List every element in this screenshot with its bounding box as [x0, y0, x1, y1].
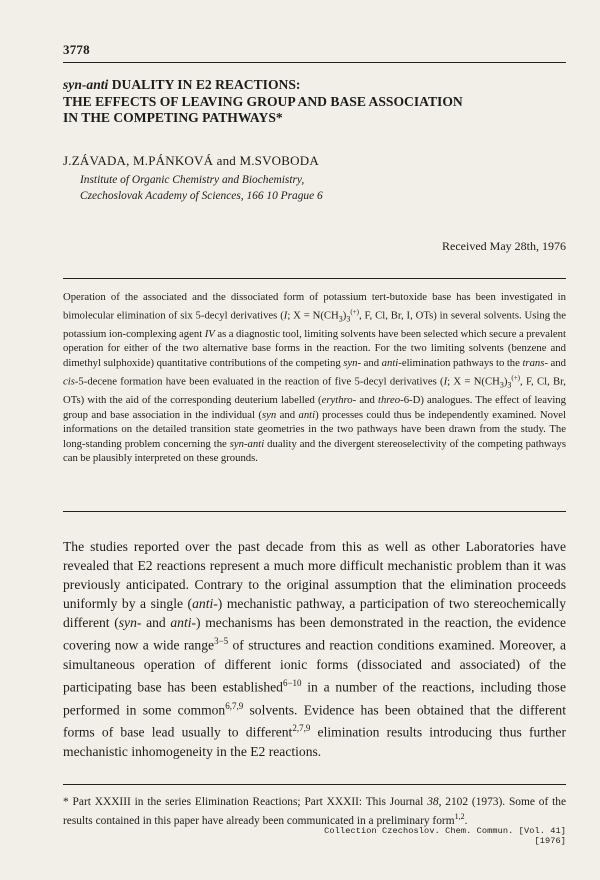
- abstract-italic: threo: [377, 393, 401, 406]
- body-span: elimination results introducing thus further mechanistic inhomogeneity in the E2 reactions.: [63, 724, 566, 760]
- citation-superscript: 6−10: [282, 678, 302, 689]
- abstract-italic: cis: [63, 375, 75, 388]
- abstract-text: -5-decene formation have been evaluated in the reaction of five 5-decyl derivatives (: [74, 375, 444, 388]
- body-span: ) mechanisms has been demonstrated in the reaction, the evidence covering now a wide range: [63, 615, 566, 653]
- subscript: 3: [346, 314, 351, 324]
- abstract-text: and: [276, 408, 299, 421]
- body-italic: syn-: [118, 615, 142, 631]
- abstract-italic: I: [283, 309, 288, 322]
- abstract-italic: trans: [522, 357, 545, 370]
- body-span: and: [141, 615, 171, 631]
- abstract-text: ) processes could thus be independently examined. Novel informations on the detailed transition state geometries in the two pathways have been drawn from the study. The long-standing problem concerning the: [63, 408, 566, 450]
- abstract-italic: IV: [204, 327, 215, 340]
- footnote-marker: *: [63, 796, 69, 808]
- abstract-italic: erythro: [321, 393, 353, 406]
- abstract-italic: anti: [381, 357, 399, 370]
- abstract-text: ): [503, 375, 508, 388]
- body-span: solvents. Evidence has been obtained that the different forms of base lead usually to different: [63, 702, 566, 740]
- footnote-text: .: [464, 814, 468, 827]
- abstract-text: -elimination pathways to the: [398, 357, 523, 370]
- abstract-text: and: [361, 357, 382, 370]
- subscript: 3: [499, 380, 504, 390]
- abstract-bottom-rule: [63, 511, 566, 512]
- footnote-text: Part XXXIII in the series Elimination Reactions; Part XXXII: This Journal: [68, 796, 428, 808]
- charge-mark: (+): [350, 307, 359, 316]
- abstract-text: , F, Cl, Br, I, OTs) in several solvents. Using the potassium ion-complexing agent: [63, 309, 566, 340]
- abstract: [63, 290, 566, 466]
- citation-superscript: 1,2: [454, 811, 465, 821]
- abstract-italic: syn-: [343, 357, 362, 370]
- abstract-text: ): [342, 309, 347, 322]
- affiliation-line2: Czechoslovak Academy of Sciences, 166 10 Prague 6: [80, 190, 323, 202]
- title-italic: syn-anti: [63, 77, 109, 92]
- title-line3: IN THE COMPETING PATHWAYS*: [63, 110, 283, 125]
- title-line1: DUALITY IN E2 REACTIONS:: [108, 77, 301, 92]
- page-number: 3778: [63, 42, 90, 57]
- paper-title: [63, 77, 566, 127]
- body-span: in a number of the reactions, including those performed in some common: [63, 679, 566, 718]
- body-italic: anti-: [170, 615, 197, 631]
- affiliation-line1: Institute of Organic Chemistry and Biochemistry,: [80, 174, 305, 186]
- header-rule: [63, 62, 566, 63]
- footnote: [63, 795, 566, 828]
- charge-mark: (+): [511, 373, 521, 382]
- journal-footer: Collection Czechoslov. Chem. Commun. [Vol. 41] [1976]: [324, 826, 566, 846]
- abstract-text: - and: [544, 357, 566, 370]
- citation-superscript: 6,7,9: [225, 700, 244, 711]
- citation-superscript: 3−5: [214, 636, 229, 647]
- subscript: 3: [338, 314, 343, 324]
- title-line2: THE EFFECTS OF LEAVING GROUP AND BASE ASSOCIATION: [63, 93, 463, 109]
- footnote-volume: 38: [427, 796, 439, 808]
- citation-superscript: 2,7,9: [292, 723, 311, 734]
- authors: J.ZÁVADA, M.PÁNKOVÁ and M.SVOBODA: [63, 153, 319, 168]
- abstract-text: - and: [352, 393, 378, 406]
- abstract-text: Operation of the associated and the dissociated form of potassium tert-butoxide base has been investigated in bimolecular elimination of six 5-decyl derivatives (: [63, 291, 566, 322]
- abstract-top-rule: [63, 278, 566, 279]
- abstract-italic: anti: [298, 408, 316, 421]
- abstract-italic: I: [443, 375, 448, 388]
- body-span: The studies reported over the past decade from this as well as other Laboratories have revealed that E2 reactions represent a much more difficult mechanistic problem than it was previously anticipated. Contrary to the original assumption that the elimination proceeds uniformly by a single (: [63, 539, 566, 612]
- footnote-rule: [63, 784, 566, 785]
- subscript: 3: [507, 380, 512, 390]
- body-text: [63, 537, 566, 761]
- abstract-text: , F, Cl, Br, OTs) with the aid of the corresponding deuterium labelled (: [63, 375, 566, 406]
- abstract-text: ; X = N(CH: [287, 309, 339, 322]
- abstract-italic: syn-anti: [229, 437, 265, 450]
- abstract-text: as a diagnostic tool, limiting solvents have been selected which secure a prevalent operation for either of the two alternative base forms in the reaction. For the two limiting solvents (benzene and dimethyl sulphoxide) quantitative contributions of the competing: [63, 327, 566, 370]
- abstract-italic: syn: [261, 408, 277, 421]
- affiliation: [80, 172, 323, 204]
- abstract-text: -6-D) analogues. The effect of leaving group and base association in the individual (: [63, 393, 566, 421]
- body-span: of structures and reaction conditions examined. Moreover, a simultaneous operation of different ionic forms (dissociated and associated) of the participating base has been established: [63, 638, 566, 695]
- body-italic: anti-: [192, 596, 218, 612]
- body-span: ) mechanistic pathway, a participation of two stereochemically different (: [63, 596, 566, 631]
- footnote-text: , 2102 (1973). Some of the results contained in this paper have already been communicated in a preliminary form: [63, 796, 566, 827]
- abstract-text: ; X = N(CH: [447, 375, 500, 388]
- abstract-text: duality and the divergent stereoselectivity of the competing pathways can be plausibly interpreted on these grounds.: [63, 437, 566, 465]
- received-date: Received May 28th, 1976: [442, 239, 566, 253]
